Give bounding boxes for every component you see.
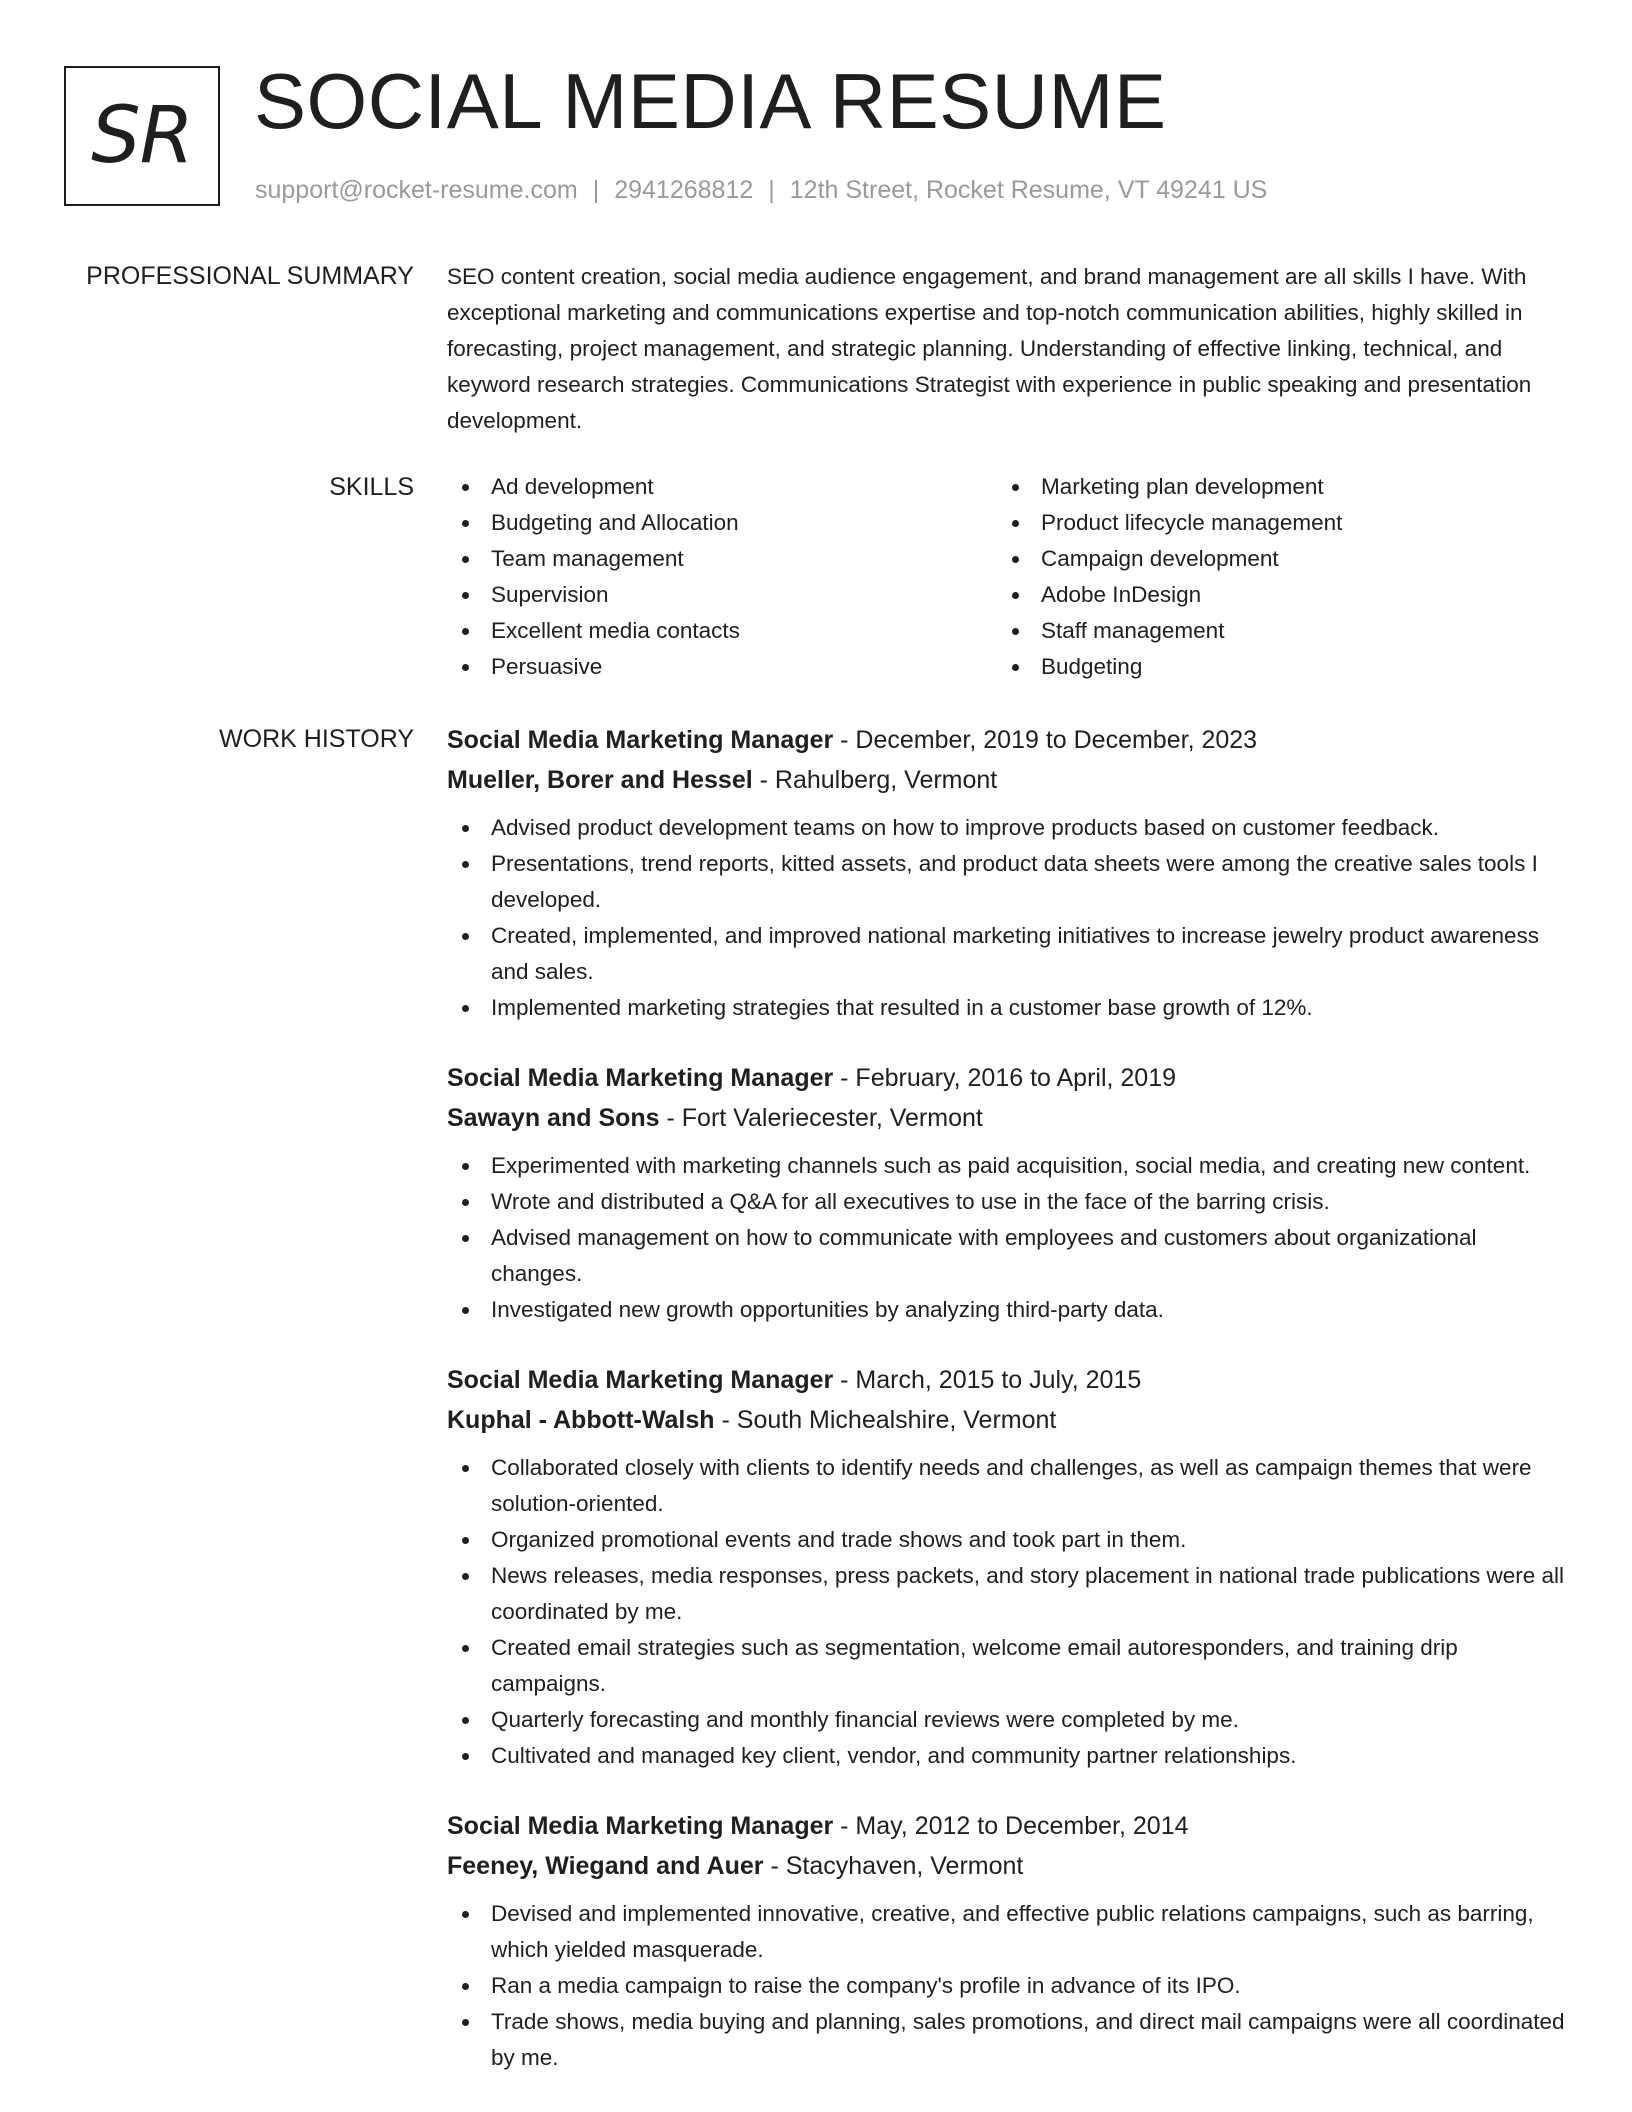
job-entry <box>447 1360 1565 1774</box>
work-history-list <box>447 720 1565 2108</box>
job-bullets <box>447 810 1565 1026</box>
job-bullet: Organized promotional events and trade shows and took part in them. <box>447 1522 1565 1558</box>
job-entry <box>447 1806 1565 2076</box>
skills-list <box>447 469 1565 685</box>
work-history-heading: WORK HISTORY <box>219 725 414 753</box>
job-dates: - May, 2012 to December, 2014 <box>833 1812 1189 1840</box>
job-title: Social Media Marketing Manager <box>447 1366 834 1394</box>
job-dates: - March, 2015 to July, 2015 <box>833 1366 1142 1394</box>
job-company: Feeney, Wiegand and Auer <box>447 1852 764 1880</box>
skill-item: Campaign development <box>997 541 1547 577</box>
job-bullet: Ran a media campaign to raise the company's profile in advance of its IPO. <box>447 1968 1565 2004</box>
skills-column-right <box>997 469 1547 685</box>
job-bullets <box>447 1450 1565 1774</box>
contact-phone: 2941268812 <box>614 176 754 204</box>
job-entry <box>447 720 1565 1026</box>
skill-item: Supervision <box>447 577 997 613</box>
job-title-line <box>447 1360 1565 1400</box>
job-bullet: Created email strategies such as segmentation, welcome email autoresponders, and training drip campaigns. <box>447 1630 1565 1702</box>
job-bullet: Implemented marketing strategies that resulted in a customer base growth of 12%. <box>447 990 1565 1026</box>
skill-item: Marketing plan development <box>997 469 1547 505</box>
skill-item: Ad development <box>447 469 997 505</box>
skills-heading: SKILLS <box>329 473 414 501</box>
job-bullet: Presentations, trend reports, kitted assets, and product data sheets were among the creative sales tools I developed. <box>447 846 1565 918</box>
job-bullet: Wrote and distributed a Q&A for all executives to use in the face of the barring crisis. <box>447 1184 1565 1220</box>
job-bullet: Devised and implemented innovative, creative, and effective public relations campaigns, such as barring, which yielded masquerade. <box>447 1896 1565 1968</box>
job-location: - Rahulberg, Vermont <box>752 766 998 794</box>
contact-line <box>255 174 1267 206</box>
job-title-line <box>447 1806 1565 1846</box>
job-location: - Fort Valeriecester, Vermont <box>659 1104 983 1132</box>
monogram-initials: SR <box>64 66 220 206</box>
job-company-line <box>447 1098 1565 1138</box>
job-location: - Stacyhaven, Vermont <box>763 1852 1024 1880</box>
job-bullets <box>447 1148 1565 1328</box>
job-title: Social Media Marketing Manager <box>447 1064 834 1092</box>
skill-item: Team management <box>447 541 997 577</box>
job-company-line <box>447 760 1565 800</box>
job-bullet: Experimented with marketing channels such as paid acquisition, social media, and creating new content. <box>447 1148 1565 1184</box>
job-entry <box>447 1058 1565 1328</box>
job-bullet: Collaborated closely with clients to identify needs and challenges, as well as campaign themes that were solution-oriented. <box>447 1450 1565 1522</box>
contact-separator: | <box>592 176 600 204</box>
skill-item: Budgeting and Allocation <box>447 505 997 541</box>
job-bullet: Created, implemented, and improved national marketing initiatives to increase jewelry product awareness and sales. <box>447 918 1565 990</box>
skills-column-left <box>447 469 997 685</box>
job-company: Mueller, Borer and Hessel <box>447 766 753 794</box>
resume-title: SOCIAL MEDIA RESUME <box>254 57 1167 145</box>
job-company: Sawayn and Sons <box>447 1104 660 1132</box>
job-bullet: Trade shows, media buying and planning, sales promotions, and direct mail campaigns were all coordinated by me. <box>447 2004 1565 2076</box>
skill-item: Staff management <box>997 613 1547 649</box>
contact-address: 12th Street, Rocket Resume, VT 49241 US <box>789 176 1268 204</box>
job-dates: - December, 2019 to December, 2023 <box>833 726 1258 754</box>
skill-item: Excellent media contacts <box>447 613 997 649</box>
job-bullets <box>447 1896 1565 2076</box>
skill-item: Product lifecycle management <box>997 505 1547 541</box>
contact-email: support@rocket-resume.com <box>255 176 578 204</box>
job-bullet: Quarterly forecasting and monthly financial reviews were completed by me. <box>447 1702 1565 1738</box>
skill-item: Persuasive <box>447 649 997 685</box>
skill-item: Adobe InDesign <box>997 577 1547 613</box>
job-location: - South Michealshire, Vermont <box>714 1406 1057 1434</box>
summary-heading: PROFESSIONAL SUMMARY <box>86 262 414 290</box>
summary-text: SEO content creation, social media audience engagement, and brand management are all skills I have. With exceptional marketing and communications expertise and top-notch communication abilities, highly skilled in forecasting, project management, and strategic planning. Understanding of effective linking, technical, and keyword research strategies. Communications Strategist with experience in public speaking and presentation development. <box>447 264 1532 433</box>
skill-item: Budgeting <box>997 649 1547 685</box>
job-bullet: Advised management on how to communicate with employees and customers about organizational changes. <box>447 1220 1565 1292</box>
job-bullet: Investigated new growth opportunities by analyzing third-party data. <box>447 1292 1565 1328</box>
job-title: Social Media Marketing Manager <box>447 726 834 754</box>
contact-separator: | <box>768 176 775 204</box>
job-title-line <box>447 720 1565 760</box>
job-company-line <box>447 1846 1565 1886</box>
job-dates: - February, 2016 to April, 2019 <box>833 1064 1177 1092</box>
job-company: Kuphal - Abbott-Walsh <box>447 1406 715 1434</box>
job-bullet: Advised product development teams on how to improve products based on customer feedback. <box>447 810 1565 846</box>
job-company-line <box>447 1400 1565 1440</box>
job-title-line <box>447 1058 1565 1098</box>
job-bullet: Cultivated and managed key client, vendor, and community partner relationships. <box>447 1738 1565 1774</box>
job-bullet: News releases, media responses, press packets, and story placement in national trade publications were all coordinated by me. <box>447 1558 1565 1630</box>
job-title: Social Media Marketing Manager <box>447 1812 834 1840</box>
